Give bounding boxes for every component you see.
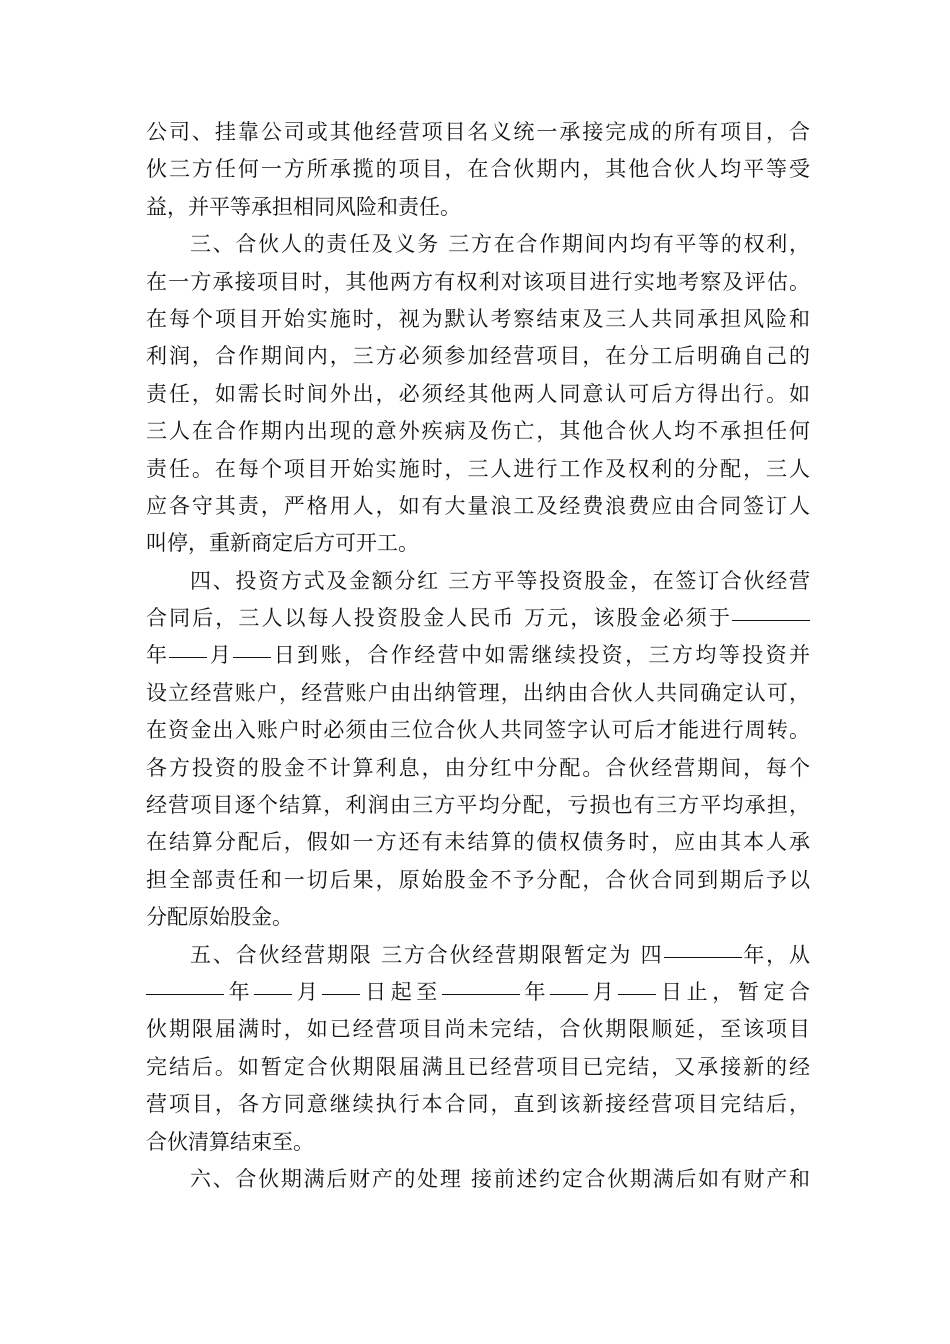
line-text: 年 <box>519 979 551 1004</box>
paragraph-line: 营项目，各方同意继续执行本合同，直到该新接经营项目完结后， <box>146 1092 810 1117</box>
paragraph-line: 伙三方任何一方所承揽的项目，在合伙期内，其他合伙人均平等受 <box>146 157 810 182</box>
paragraph-line: 担全部责任和一切后果，原始股金不予分配，合伙合同到期后予以 <box>146 867 810 892</box>
paragraph-line: 在一方承接项目时，其他两方有权利对该项目进行实地考察及评估。 <box>146 269 810 294</box>
section-three-heading-line: 三、合伙人的责任及义务 三方在合作期间内均有平等的权利， <box>190 232 810 257</box>
section-five-heading-line <box>146 937 810 974</box>
paragraph-line: 伙期限届满时，如已经营项目尚未完结，合伙期限顺延，至该项目 <box>146 1017 810 1042</box>
paragraph-line: 分配原始股金。 <box>146 905 293 930</box>
fill-in-blank-start-day <box>322 993 360 995</box>
fill-in-blank-end-day <box>618 993 656 995</box>
fill-in-blank-end-year <box>442 993 520 995</box>
paragraph-line: 在每个项目开始实施时，视为默认考察结束及三人共同承担风险和 <box>146 306 810 331</box>
document-body <box>146 114 810 1198</box>
line-text: 月 <box>588 979 619 1004</box>
paragraph-line: 在结算分配后，假如一方还有未结算的债权债务时，应由其本人承 <box>146 830 810 855</box>
paragraph-line: 利润，合作期间内，三方必须参加经营项目，在分工后明确自己的 <box>146 344 810 369</box>
section-four-heading-line: 四、投资方式及金额分红 三方平等投资股金，在签订合伙经营 <box>190 568 810 593</box>
paragraph-line <box>146 637 810 674</box>
line-text: 日起至 <box>360 979 442 1004</box>
fill-in-blank-start-month <box>254 993 292 995</box>
fill-in-blank-day <box>233 656 271 658</box>
paragraph-line: 三人在合作期内出现的意外疾病及伤亡，其他合伙人均不承担任何 <box>146 419 810 444</box>
fill-in-blank-start-year <box>146 993 224 995</box>
line-text: 合同后，三人以每人投资股金人民币 万元，该股金必须于 <box>146 606 732 631</box>
paragraph-line: 应各守其责，严格用人，如有大量浪工及经费浪费应由合同签订人 <box>146 493 810 518</box>
line-text: 年 <box>146 643 170 668</box>
paragraph-line: 责任。在每个项目开始实施时，三人进行工作及权利的分配，三人 <box>146 456 810 481</box>
line-text: 日到账，合作经营中如需继续投资，三方均等投资并 <box>271 643 811 668</box>
paragraph-line: 经营项目逐个结算，利润由三方平均分配，亏损也有三方平均承担， <box>146 793 810 818</box>
paragraph-line: 完结后。如暂定合伙期限届满且已经营项目已完结，又承接新的经 <box>146 1054 810 1079</box>
line-text: 月 <box>207 643 234 668</box>
paragraph-line: 益，并平等承担相同风险和责任。 <box>146 194 461 219</box>
paragraph-line: 公司、挂靠公司或其他经营项目名义统一承接完成的所有项目，合 <box>146 120 810 144</box>
paragraph-line <box>146 600 810 637</box>
fill-in-blank-month <box>169 656 207 658</box>
paragraph-line: 叫停，重新商定后方可开工。 <box>146 531 419 556</box>
fill-in-blank-year <box>732 619 810 621</box>
paragraph-line: 合伙清算结束至。 <box>146 1129 314 1154</box>
fill-in-blank-term <box>664 956 742 958</box>
paragraph-line: 设立经营账户，经营账户由出纳管理，出纳由合伙人共同确定认可， <box>146 680 810 705</box>
paragraph-line <box>146 974 810 1011</box>
line-text: 五、合伙经营期限 三方合伙经营期限暂定为 四 <box>190 942 664 967</box>
section-six-heading-line: 六、合伙期满后财产的处理 接前述约定合伙期满后如有财产和 <box>190 1166 810 1191</box>
line-text: 年，从 <box>741 942 810 967</box>
paragraph-line: 各方投资的股金不计算利息，由分红中分配。合伙经营期间，每个 <box>146 755 810 780</box>
paragraph-line: 在资金出入账户时必须由三位合伙人共同签字认可后才能进行周转。 <box>146 718 810 743</box>
line-text: 日止，暂定合 <box>656 979 811 1004</box>
line-text: 年 <box>224 979 255 1004</box>
fill-in-blank-end-month <box>550 993 588 995</box>
paragraph-line: 责任，如需长时间外出，必须经其他两人同意认可后方得出行。如 <box>146 381 810 406</box>
line-text: 月 <box>292 979 323 1004</box>
